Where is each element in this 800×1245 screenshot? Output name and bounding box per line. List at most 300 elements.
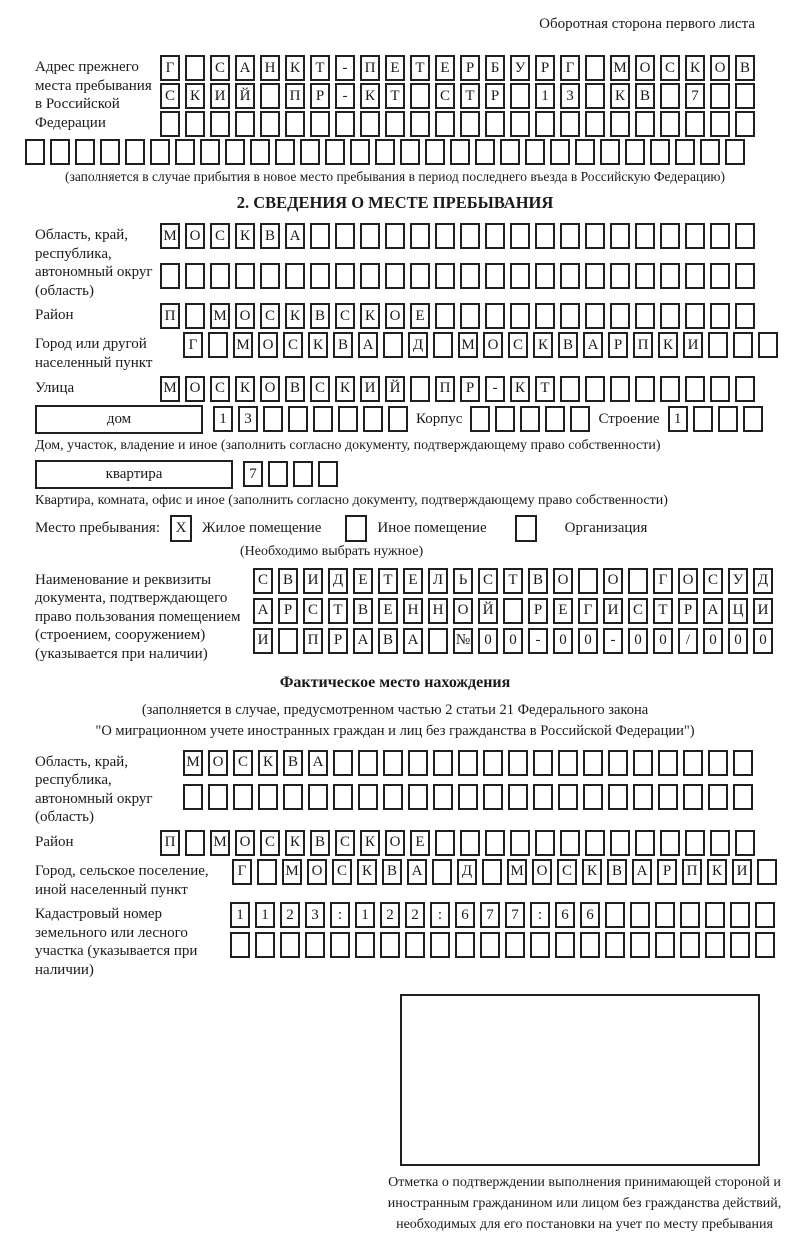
char-cell[interactable]: С (335, 303, 355, 329)
char-cell[interactable] (383, 332, 403, 358)
char-cell[interactable]: 0 (578, 628, 598, 654)
char-cell[interactable]: 2 (280, 902, 300, 928)
char-cell[interactable]: С (628, 598, 648, 624)
char-cell[interactable] (100, 139, 120, 165)
char-cell[interactable]: В (333, 332, 353, 358)
char-cell[interactable] (333, 784, 353, 810)
char-cell[interactable] (660, 263, 680, 289)
char-cell[interactable]: Ц (728, 598, 748, 624)
char-cell[interactable] (585, 223, 605, 249)
char-cell[interactable] (363, 406, 383, 432)
char-cell[interactable] (693, 406, 713, 432)
char-cell[interactable]: 6 (455, 902, 475, 928)
char-cell[interactable]: М (610, 55, 630, 81)
char-cell[interactable]: 1 (255, 902, 275, 928)
char-cell[interactable] (635, 263, 655, 289)
char-cell[interactable]: О (235, 830, 255, 856)
char-cell[interactable] (333, 750, 353, 776)
char-cell[interactable] (260, 111, 280, 137)
char-cell[interactable]: Р (485, 83, 505, 109)
char-cell[interactable] (660, 83, 680, 109)
char-cell[interactable] (710, 263, 730, 289)
char-cell[interactable]: Е (410, 303, 430, 329)
char-cell[interactable] (585, 303, 605, 329)
char-cell[interactable] (318, 461, 338, 487)
char-cell[interactable]: 7 (243, 461, 263, 487)
char-cell[interactable]: Е (353, 568, 373, 594)
char-cell[interactable] (658, 750, 678, 776)
char-cell[interactable] (185, 303, 205, 329)
char-cell[interactable] (208, 332, 228, 358)
char-cell[interactable] (733, 750, 753, 776)
char-cell[interactable]: М (458, 332, 478, 358)
char-cell[interactable] (430, 932, 450, 958)
char-cell[interactable] (510, 263, 530, 289)
char-cell[interactable] (185, 830, 205, 856)
char-cell[interactable] (635, 830, 655, 856)
stay-type-checkbox-other[interactable] (345, 515, 367, 542)
char-cell[interactable]: Т (328, 598, 348, 624)
char-cell[interactable] (635, 303, 655, 329)
char-cell[interactable]: / (678, 628, 698, 654)
char-cell[interactable]: А (308, 750, 328, 776)
char-cell[interactable]: И (732, 859, 752, 885)
char-cell[interactable]: А (407, 859, 427, 885)
char-cell[interactable] (733, 784, 753, 810)
char-cell[interactable] (183, 784, 203, 810)
char-cell[interactable] (200, 139, 220, 165)
char-cell[interactable]: Р (460, 55, 480, 81)
char-cell[interactable] (233, 784, 253, 810)
char-cell[interactable] (685, 376, 705, 402)
char-cell[interactable] (583, 784, 603, 810)
char-cell[interactable] (383, 750, 403, 776)
char-cell[interactable] (530, 932, 550, 958)
char-cell[interactable]: Р (608, 332, 628, 358)
char-cell[interactable]: И (683, 332, 703, 358)
char-cell[interactable]: Р (310, 83, 330, 109)
char-cell[interactable]: О (185, 376, 205, 402)
char-cell[interactable] (560, 111, 580, 137)
char-cell[interactable]: В (285, 376, 305, 402)
char-cell[interactable]: 0 (478, 628, 498, 654)
char-cell[interactable] (683, 784, 703, 810)
char-cell[interactable] (280, 932, 300, 958)
char-cell[interactable] (650, 139, 670, 165)
char-cell[interactable] (355, 932, 375, 958)
char-cell[interactable]: Е (410, 830, 430, 856)
char-cell[interactable] (560, 376, 580, 402)
char-cell[interactable]: М (210, 303, 230, 329)
char-cell[interactable] (660, 303, 680, 329)
char-cell[interactable] (725, 139, 745, 165)
char-cell[interactable] (455, 932, 475, 958)
char-cell[interactable] (230, 932, 250, 958)
char-cell[interactable]: М (507, 859, 527, 885)
char-cell[interactable]: Д (408, 332, 428, 358)
char-cell[interactable] (460, 263, 480, 289)
char-cell[interactable] (520, 406, 540, 432)
char-cell[interactable]: № (453, 628, 473, 654)
char-cell[interactable]: И (753, 598, 773, 624)
char-cell[interactable]: О (678, 568, 698, 594)
char-cell[interactable] (385, 223, 405, 249)
char-cell[interactable]: Г (560, 55, 580, 81)
char-cell[interactable] (383, 784, 403, 810)
char-cell[interactable] (410, 376, 430, 402)
char-cell[interactable]: 7 (480, 902, 500, 928)
char-cell[interactable]: П (303, 628, 323, 654)
char-cell[interactable]: 0 (553, 628, 573, 654)
char-cell[interactable] (310, 111, 330, 137)
char-cell[interactable] (185, 55, 205, 81)
char-cell[interactable] (435, 830, 455, 856)
char-cell[interactable] (710, 223, 730, 249)
char-cell[interactable] (560, 303, 580, 329)
char-cell[interactable] (705, 902, 725, 928)
char-cell[interactable]: Р (278, 598, 298, 624)
char-cell[interactable]: И (360, 376, 380, 402)
char-cell[interactable] (730, 932, 750, 958)
char-cell[interactable] (743, 406, 763, 432)
char-cell[interactable]: Т (653, 598, 673, 624)
char-cell[interactable]: 6 (580, 902, 600, 928)
char-cell[interactable] (285, 263, 305, 289)
char-cell[interactable] (460, 303, 480, 329)
char-cell[interactable]: Р (657, 859, 677, 885)
char-cell[interactable] (385, 263, 405, 289)
char-cell[interactable] (758, 332, 778, 358)
char-cell[interactable] (380, 932, 400, 958)
char-cell[interactable] (610, 830, 630, 856)
char-cell[interactable] (310, 263, 330, 289)
char-cell[interactable]: У (728, 568, 748, 594)
stay-type-checkbox-residential[interactable]: X (170, 515, 192, 542)
char-cell[interactable]: С (160, 83, 180, 109)
char-cell[interactable] (310, 223, 330, 249)
char-cell[interactable] (585, 55, 605, 81)
char-cell[interactable] (400, 139, 420, 165)
char-cell[interactable] (555, 932, 575, 958)
char-cell[interactable]: 0 (503, 628, 523, 654)
char-cell[interactable]: О (258, 332, 278, 358)
char-cell[interactable] (635, 111, 655, 137)
char-cell[interactable] (735, 111, 755, 137)
char-cell[interactable] (710, 376, 730, 402)
char-cell[interactable]: С (253, 568, 273, 594)
char-cell[interactable]: П (360, 55, 380, 81)
char-cell[interactable] (185, 111, 205, 137)
char-cell[interactable] (433, 750, 453, 776)
char-cell[interactable] (485, 830, 505, 856)
char-cell[interactable] (483, 784, 503, 810)
char-cell[interactable]: О (635, 55, 655, 81)
char-cell[interactable] (575, 139, 595, 165)
char-cell[interactable] (610, 223, 630, 249)
char-cell[interactable] (410, 83, 430, 109)
char-cell[interactable]: К (658, 332, 678, 358)
char-cell[interactable] (630, 932, 650, 958)
char-cell[interactable] (560, 830, 580, 856)
char-cell[interactable] (185, 263, 205, 289)
char-cell[interactable] (655, 902, 675, 928)
char-cell[interactable] (710, 111, 730, 137)
char-cell[interactable] (503, 598, 523, 624)
char-cell[interactable] (330, 932, 350, 958)
char-cell[interactable]: А (353, 628, 373, 654)
char-cell[interactable]: 0 (653, 628, 673, 654)
char-cell[interactable] (338, 406, 358, 432)
char-cell[interactable] (360, 111, 380, 137)
char-cell[interactable]: С (332, 859, 352, 885)
char-cell[interactable] (608, 784, 628, 810)
char-cell[interactable]: С (210, 223, 230, 249)
char-cell[interactable]: 3 (238, 406, 258, 432)
char-cell[interactable]: 1 (230, 902, 250, 928)
char-cell[interactable] (705, 932, 725, 958)
char-cell[interactable] (160, 111, 180, 137)
char-cell[interactable]: Б (485, 55, 505, 81)
char-cell[interactable] (475, 139, 495, 165)
char-cell[interactable] (708, 750, 728, 776)
char-cell[interactable] (235, 263, 255, 289)
char-cell[interactable]: О (710, 55, 730, 81)
char-cell[interactable] (435, 223, 455, 249)
char-cell[interactable] (560, 263, 580, 289)
char-cell[interactable] (585, 111, 605, 137)
char-cell[interactable]: 1 (668, 406, 688, 432)
char-cell[interactable] (735, 830, 755, 856)
char-cell[interactable] (578, 568, 598, 594)
char-cell[interactable] (685, 263, 705, 289)
char-cell[interactable] (260, 83, 280, 109)
char-cell[interactable]: Р (528, 598, 548, 624)
char-cell[interactable] (525, 139, 545, 165)
char-cell[interactable] (625, 139, 645, 165)
char-cell[interactable]: О (208, 750, 228, 776)
char-cell[interactable] (585, 263, 605, 289)
char-cell[interactable] (410, 111, 430, 137)
char-cell[interactable] (600, 139, 620, 165)
char-cell[interactable]: В (528, 568, 548, 594)
char-cell[interactable]: В (353, 598, 373, 624)
char-cell[interactable] (485, 111, 505, 137)
char-cell[interactable]: С (660, 55, 680, 81)
char-cell[interactable]: Ь (453, 568, 473, 594)
char-cell[interactable]: - (335, 55, 355, 81)
char-cell[interactable] (535, 263, 555, 289)
char-cell[interactable] (550, 139, 570, 165)
char-cell[interactable] (313, 406, 333, 432)
char-cell[interactable]: М (282, 859, 302, 885)
char-cell[interactable]: Т (310, 55, 330, 81)
char-cell[interactable] (150, 139, 170, 165)
char-cell[interactable]: И (603, 598, 623, 624)
char-cell[interactable] (685, 223, 705, 249)
char-cell[interactable]: И (253, 628, 273, 654)
char-cell[interactable] (485, 223, 505, 249)
char-cell[interactable] (250, 139, 270, 165)
char-cell[interactable]: П (435, 376, 455, 402)
char-cell[interactable]: К (285, 303, 305, 329)
char-cell[interactable]: М (233, 332, 253, 358)
char-cell[interactable] (680, 932, 700, 958)
char-cell[interactable] (428, 628, 448, 654)
char-cell[interactable]: О (603, 568, 623, 594)
char-cell[interactable]: : (330, 902, 350, 928)
char-cell[interactable] (660, 111, 680, 137)
char-cell[interactable]: О (260, 376, 280, 402)
char-cell[interactable]: К (185, 83, 205, 109)
char-cell[interactable]: С (435, 83, 455, 109)
char-cell[interactable]: Т (378, 568, 398, 594)
char-cell[interactable]: - (603, 628, 623, 654)
char-cell[interactable]: А (235, 55, 255, 81)
char-cell[interactable]: В (260, 223, 280, 249)
char-cell[interactable] (560, 223, 580, 249)
char-cell[interactable] (718, 406, 738, 432)
char-cell[interactable] (432, 859, 452, 885)
char-cell[interactable] (535, 830, 555, 856)
char-cell[interactable]: К (533, 332, 553, 358)
char-cell[interactable]: С (260, 830, 280, 856)
char-cell[interactable] (408, 784, 428, 810)
char-cell[interactable]: И (210, 83, 230, 109)
char-cell[interactable]: А (703, 598, 723, 624)
char-cell[interactable]: К (308, 332, 328, 358)
char-cell[interactable]: К (357, 859, 377, 885)
char-cell[interactable] (610, 376, 630, 402)
char-cell[interactable] (755, 932, 775, 958)
char-cell[interactable]: А (358, 332, 378, 358)
char-cell[interactable] (495, 406, 515, 432)
char-cell[interactable] (435, 111, 455, 137)
char-cell[interactable]: - (528, 628, 548, 654)
char-cell[interactable] (125, 139, 145, 165)
char-cell[interactable] (735, 303, 755, 329)
char-cell[interactable]: Д (753, 568, 773, 594)
char-cell[interactable] (255, 932, 275, 958)
char-cell[interactable] (358, 750, 378, 776)
char-cell[interactable] (360, 263, 380, 289)
char-cell[interactable] (208, 784, 228, 810)
char-cell[interactable] (635, 223, 655, 249)
char-cell[interactable] (558, 784, 578, 810)
char-cell[interactable] (508, 784, 528, 810)
char-cell[interactable] (505, 932, 525, 958)
char-cell[interactable] (175, 139, 195, 165)
char-cell[interactable]: П (285, 83, 305, 109)
char-cell[interactable] (605, 902, 625, 928)
char-cell[interactable]: О (553, 568, 573, 594)
char-cell[interactable] (500, 139, 520, 165)
char-cell[interactable] (660, 376, 680, 402)
char-cell[interactable] (710, 303, 730, 329)
char-cell[interactable]: С (508, 332, 528, 358)
char-cell[interactable]: В (283, 750, 303, 776)
char-cell[interactable]: О (385, 303, 405, 329)
char-cell[interactable] (360, 223, 380, 249)
char-cell[interactable]: Т (410, 55, 430, 81)
char-cell[interactable] (685, 830, 705, 856)
char-cell[interactable] (482, 859, 502, 885)
char-cell[interactable]: Р (328, 628, 348, 654)
char-cell[interactable]: С (335, 830, 355, 856)
char-cell[interactable]: Й (478, 598, 498, 624)
char-cell[interactable]: 0 (703, 628, 723, 654)
char-cell[interactable]: Й (385, 376, 405, 402)
char-cell[interactable]: К (582, 859, 602, 885)
char-cell[interactable]: 3 (560, 83, 580, 109)
char-cell[interactable] (210, 263, 230, 289)
char-cell[interactable] (325, 139, 345, 165)
char-cell[interactable]: 0 (753, 628, 773, 654)
char-cell[interactable] (350, 139, 370, 165)
char-cell[interactable] (735, 83, 755, 109)
char-cell[interactable] (735, 376, 755, 402)
char-cell[interactable]: Р (460, 376, 480, 402)
char-cell[interactable]: О (483, 332, 503, 358)
char-cell[interactable]: : (430, 902, 450, 928)
char-cell[interactable]: С (703, 568, 723, 594)
char-cell[interactable] (408, 750, 428, 776)
char-cell[interactable] (510, 303, 530, 329)
char-cell[interactable]: Т (385, 83, 405, 109)
char-cell[interactable]: Р (535, 55, 555, 81)
char-cell[interactable] (160, 263, 180, 289)
char-cell[interactable] (258, 784, 278, 810)
char-cell[interactable]: Д (457, 859, 477, 885)
char-cell[interactable]: К (707, 859, 727, 885)
char-cell[interactable] (675, 139, 695, 165)
char-cell[interactable]: Р (678, 598, 698, 624)
char-cell[interactable] (660, 223, 680, 249)
char-cell[interactable]: О (385, 830, 405, 856)
char-cell[interactable] (710, 83, 730, 109)
char-cell[interactable] (260, 263, 280, 289)
char-cell[interactable] (335, 111, 355, 137)
char-cell[interactable] (730, 902, 750, 928)
char-cell[interactable]: 1 (213, 406, 233, 432)
char-cell[interactable]: С (210, 376, 230, 402)
char-cell[interactable] (605, 932, 625, 958)
char-cell[interactable] (25, 139, 45, 165)
char-cell[interactable] (535, 303, 555, 329)
char-cell[interactable] (533, 784, 553, 810)
char-cell[interactable]: Т (503, 568, 523, 594)
char-cell[interactable] (257, 859, 277, 885)
char-cell[interactable] (735, 263, 755, 289)
char-cell[interactable] (283, 784, 303, 810)
char-cell[interactable]: М (210, 830, 230, 856)
char-cell[interactable]: В (635, 83, 655, 109)
char-cell[interactable]: М (160, 223, 180, 249)
char-cell[interactable]: М (183, 750, 203, 776)
char-cell[interactable] (293, 461, 313, 487)
char-cell[interactable]: 1 (535, 83, 555, 109)
char-cell[interactable] (585, 83, 605, 109)
char-cell[interactable] (608, 750, 628, 776)
char-cell[interactable]: А (403, 628, 423, 654)
char-cell[interactable]: Е (385, 55, 405, 81)
char-cell[interactable]: К (258, 750, 278, 776)
char-cell[interactable]: В (278, 568, 298, 594)
char-cell[interactable] (658, 784, 678, 810)
char-cell[interactable]: Е (435, 55, 455, 81)
char-cell[interactable] (435, 263, 455, 289)
char-cell[interactable] (680, 902, 700, 928)
char-cell[interactable]: Т (535, 376, 555, 402)
